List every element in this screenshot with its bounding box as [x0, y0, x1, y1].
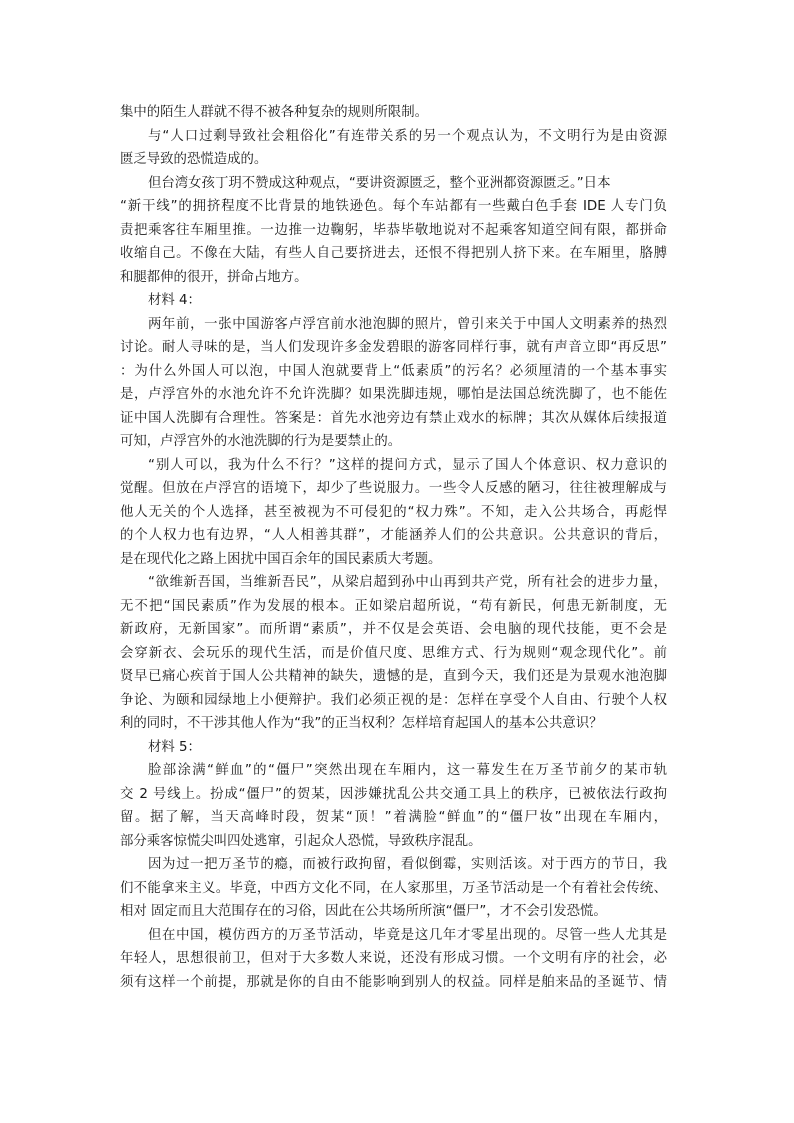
text-line: ：为什么外国人可以泡，中国人泡就要背上“低素质”的污名？必须厘清的一个基本事实	[120, 363, 667, 379]
text-line: 相对 固定而且大范围存在的习俗，因此在公共场所所演“僵尸”，才不会引发恐慌。	[120, 904, 607, 919]
text-line: 材料 4：	[148, 293, 201, 308]
text-line: 但台湾女孩丁玥不赞成这种观点，“要讲资源匮乏，整个亚洲都资源匮乏。”日本	[148, 175, 611, 191]
article-body	[120, 101, 667, 994]
text-line: 可知，卢浮宫外的水池洗脚的行为是要禁止的。	[120, 434, 402, 449]
text-line: “新干线”的拥挤程度不比背景的地铁逊色。每个车站都有一些戴白色手套 IDE 人专门负	[120, 199, 667, 214]
text-line: 匮乏导致的恐慌造成的。	[120, 152, 268, 167]
text-line: 集中的陌生人群就不得不被各种复杂的规则所限制。	[120, 105, 428, 120]
text-line: 与“人口过剩导致社会粗俗化”有连带关系的另一个观点认为，不文明行为是由资源	[148, 128, 667, 144]
text-line: 新政府，无新国家”。而所谓“素质”，并不仅是会英语、会电脑的现代技能，更不会是	[120, 622, 667, 637]
text-line: 是，卢浮宫外的水池允许不允许洗脚？如果洗脚违规，哪怕是法国总统洗脚了，也不能佐	[120, 387, 667, 402]
text-line: “别人可以，我为什么不行？”这样的提问方式，显示了国人个体意识、权力意识的	[148, 457, 667, 473]
text-line: 争论、为颐和园绿地上小便辩护。我们必须正视的是：怎样在享受个人自由、行驶个人权	[120, 692, 667, 708]
text-line: 会穿新衣、会玩乐的现代生活，而是价值尺度、思维方式、行为规则“观念现代化”。前	[120, 645, 667, 661]
text-line: 责把乘客往车厢里推。一边推一边鞠躬，毕恭毕敬地说对不起乘客知道空间有限，都拼命	[120, 222, 667, 238]
text-line: 讨论。耐人寻味的是，当人们发现许多金发碧眼的游客同样行事，就有声音立即“再反思”	[120, 340, 667, 355]
text-line: 贤早已痛心疾首于国人公共精神的缺失，遗憾的是，直到今天，我们还是为景观水池泡脚	[120, 669, 667, 684]
text-line: 部分乘客惊慌尖叫四处逃窜，引起众人恐慌，导致秩序混乱。	[120, 833, 482, 849]
text-line: 留。据了解，当天高峰时段，贺某“顶！”着满脸“鲜血”的“僵尸妆”出现在车厢内，	[120, 810, 667, 825]
text-line: “欲维新吾国，当维新吾民”，从梁启超到孙中山再到共产党，所有社会的进步力量，	[148, 575, 667, 590]
text-line: 两年前，一张中国游客卢浮宫前水池泡脚的照片，曾引来关于中国人文明素养的热烈	[148, 316, 667, 332]
text-line: 和腿都伸的很开，拼命占地方。	[120, 269, 308, 285]
text-line: 是在现代化之路上困扰中国百余年的国民素质大考题。	[120, 551, 442, 567]
text-line: 须有这样一个前提，那就是你的自由不能影响到别人的权益。同样是舶来品的圣诞节、情	[120, 974, 667, 990]
text-line: 收缩自己。不像在大陆，有些人自己要挤进去，还恨不得把别人挤下来。在车厢里，胳膊	[120, 246, 667, 261]
text-line: 利的同时，不干涉其他人作为“我”的正当权利？怎样培育起国人的基本公共意识？	[120, 716, 603, 731]
text-line: 因为过一把万圣节的瘾，而被行政拘留，看似倒霉，实则活该。对于西方的节日，我	[148, 857, 667, 872]
text-line: 脸部涂满“鲜血”的“僵尸”突然出现在车厢内，这一幕发生在万圣节前夕的某市轨	[148, 763, 667, 778]
text-line: 但在中国，模仿西方的万圣节活动，毕竟是这几年才零星出现的。尽管一些人尤其是	[148, 927, 667, 943]
text-line: 们不能拿来主义。毕竟，中西方文化不同，在人家那里，万圣节活动是一个有着社会传统、	[120, 880, 667, 896]
text-line: 材料 5：	[148, 739, 201, 755]
text-line: 证中国人洗脚有合理性。答案是：首先水池旁边有禁止戏水的标牌；其次从媒体后续报道	[120, 410, 667, 426]
text-line: 觉醒。但放在卢浮宫的语境下，却少了些说服力。一些令人反感的陋习，往往被理解成与	[120, 481, 667, 496]
text-line: 的个人权力也有边界，“人人相善其群”，才能涵养人们的公共意识。公共意识的背后，	[120, 528, 667, 543]
text-line: 他人无关的个人选择，甚至被视为不可侵犯的“权力殊”。不知，走入公共场合，再彪悍	[120, 504, 667, 520]
text-line: 年轻人，思想很前卫，但对于大多数人来说，还没有形成习惯。一个文明有序的社会，必	[120, 951, 667, 966]
text-line: 交 2 号线上。扮成“僵尸”的贺某，因涉嫌扰乱公共交通工具上的秩序，已被依法行政拘	[120, 786, 667, 802]
text-line: 无不把“国民素质”作为发展的根本。正如梁启超所说，“苟有新民，何患无新制度，无	[120, 598, 667, 614]
